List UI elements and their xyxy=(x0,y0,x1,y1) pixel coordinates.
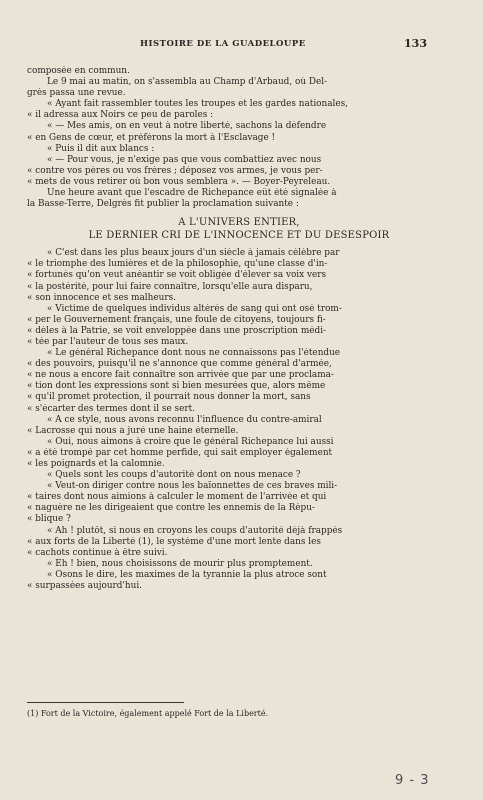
proclamation-line: « Le général Richepance dont nous ne connaissons pas l'étendue xyxy=(47,348,341,359)
text-line: Une heure avant que l'escadre de Richepance eût été signalée à xyxy=(47,188,337,199)
proclamation-line: « le triomphe des lumières et de la philosophie, qu'une classe d'in- xyxy=(27,259,328,270)
proclamation-line: « C'est dans les plus beaux jours d'un siècle à jamais célèbre par xyxy=(47,248,340,259)
text-line: Le 9 mai au matin, on s'assembla au Champ d'Arbaud, où Del- xyxy=(47,77,328,88)
proclamation-line: « qu'il promet protection, il pourrait nous donner la mort, sans xyxy=(27,392,311,403)
proclamation-line: « Veut-on diriger contre nous les baïonnettes de ces braves mili- xyxy=(47,481,338,492)
text-line: grès passa une revue. xyxy=(27,88,126,99)
proclamation-line: « surpassées aujourd'hui. xyxy=(27,581,142,592)
text-line: la Basse-Terre, Delgrès fit publier la proclamation suivante : xyxy=(27,199,299,210)
proclamation-line: « des pouvoirs, puisqu'il ne s'annonce que comme général d'armée, xyxy=(27,359,332,370)
proclamation-line: « Victime de quelques individus altérés de sang qui ont osé trom- xyxy=(47,303,342,314)
proclamation-line: « Eh ! bien, nous choisissons de mourir plus promptement. xyxy=(47,558,313,569)
running-title: HISTOIRE DE LA GUADELOUPE xyxy=(140,39,306,49)
proclamation-subtitle: LE DERNIER CRI DE L'INNOCENCE ET DU DESESPOIR xyxy=(88,230,390,242)
proclamation-line: « naguère ne les dirigeaient que contre les ennemis de la Répu- xyxy=(27,503,315,514)
proclamation-line: « fortunés qu'on veut anéantir se voit obligée d'élever sa voix vers xyxy=(27,270,327,281)
proclamation-line: « les poignards et la calomnie. xyxy=(27,459,165,469)
text-line: « Ayant fait rassembler toutes les troupes et les gardes nationales, xyxy=(47,99,348,110)
proclamation-line: « a été trompé par cet homme perfide, qui sait employer également xyxy=(27,447,333,458)
proclamation-title: A L'UNIVERS ENTIER, xyxy=(178,217,300,229)
proclamation-line: « dèles à la Patrie, se voit enveloppée dans une proscription médi- xyxy=(27,325,327,336)
text-line: « — Mes amis, on en veut à notre liberté, sachons la défendre xyxy=(47,121,327,132)
proclamation-line: « Ah ! plutôt, si nous en croyons les coups d'autorité déjà frappés xyxy=(47,525,343,536)
proclamation-line: « Oui, nous aimons à croire que le général Richepance lui aussi xyxy=(47,436,334,447)
proclamation-line: « s'écarter des termes dont il se sert. xyxy=(27,403,195,414)
page-header xyxy=(0,39,483,53)
proclamation-line: « aux forts de la Liberté (1), le système d'une mort lente dans les xyxy=(27,536,321,547)
proclamation-line: « ne nous a encore fait connaître son arrivée que par une proclama- xyxy=(27,370,334,381)
body-text xyxy=(27,66,451,592)
proclamation-line: « tée par l'auteur de tous ses maux. xyxy=(27,336,189,347)
text-line: « en Gens de cœur, et préférons la mort à l'Esclavage ! xyxy=(27,132,276,143)
proclamation-line: « taires dont nous aimions à calculer le moment de l'arrivée et qui xyxy=(27,492,327,503)
proclamation-line: « son innocence et ses malheurs. xyxy=(27,292,176,303)
proclamation-line: « tion dont les expressions sont si bien mesurées que, alors même xyxy=(27,381,326,392)
text-line: « mets de vous retirer où bon vous semblera ». — Boyer-Peyreleau. xyxy=(27,176,331,187)
text-line: « il adressa aux Noirs ce peu de paroles : xyxy=(27,110,214,121)
proclamation-line: « Quels sont les coups d'autorité dont on nous menace ? xyxy=(47,470,301,481)
proclamation-line: « la postérité, pour lui faire connaître, lorsqu'elle aura disparu, xyxy=(27,281,313,292)
handwritten-note: 9 - 3 xyxy=(395,773,430,788)
proclamation-line: « A ce style, nous avons reconnu l'influence du contre-amiral xyxy=(47,414,322,425)
text-line: « contre vos pères ou vos frères ; déposez vos armes, je vous per- xyxy=(27,165,323,176)
footnote: (1) Fort de la Victoire, également appelé Fort de la Liberté. xyxy=(27,709,269,718)
text-line: composée en commun. xyxy=(27,66,130,76)
proclamation-line: « Osons le dire, les maximes de la tyrannie la plus atroce sont xyxy=(47,569,327,580)
proclamation-line: « cachots continue à être suivi. xyxy=(27,547,168,558)
proclamation-line: « Lacrosse qui nous a juré une haine éternelle. xyxy=(27,425,239,436)
proclamation-line: « per le Gouvernement français, une foule de citoyens, toujours fi- xyxy=(27,314,326,325)
proclamation-line: « blique ? xyxy=(27,514,71,525)
footnote-divider xyxy=(27,702,184,703)
page-number: 133 xyxy=(404,37,427,50)
text-line: « — Pour vous, je n'exige pas que vous combattiez avec nous xyxy=(47,154,322,165)
text-line: « Puis il dit aux blancs : xyxy=(47,143,155,154)
